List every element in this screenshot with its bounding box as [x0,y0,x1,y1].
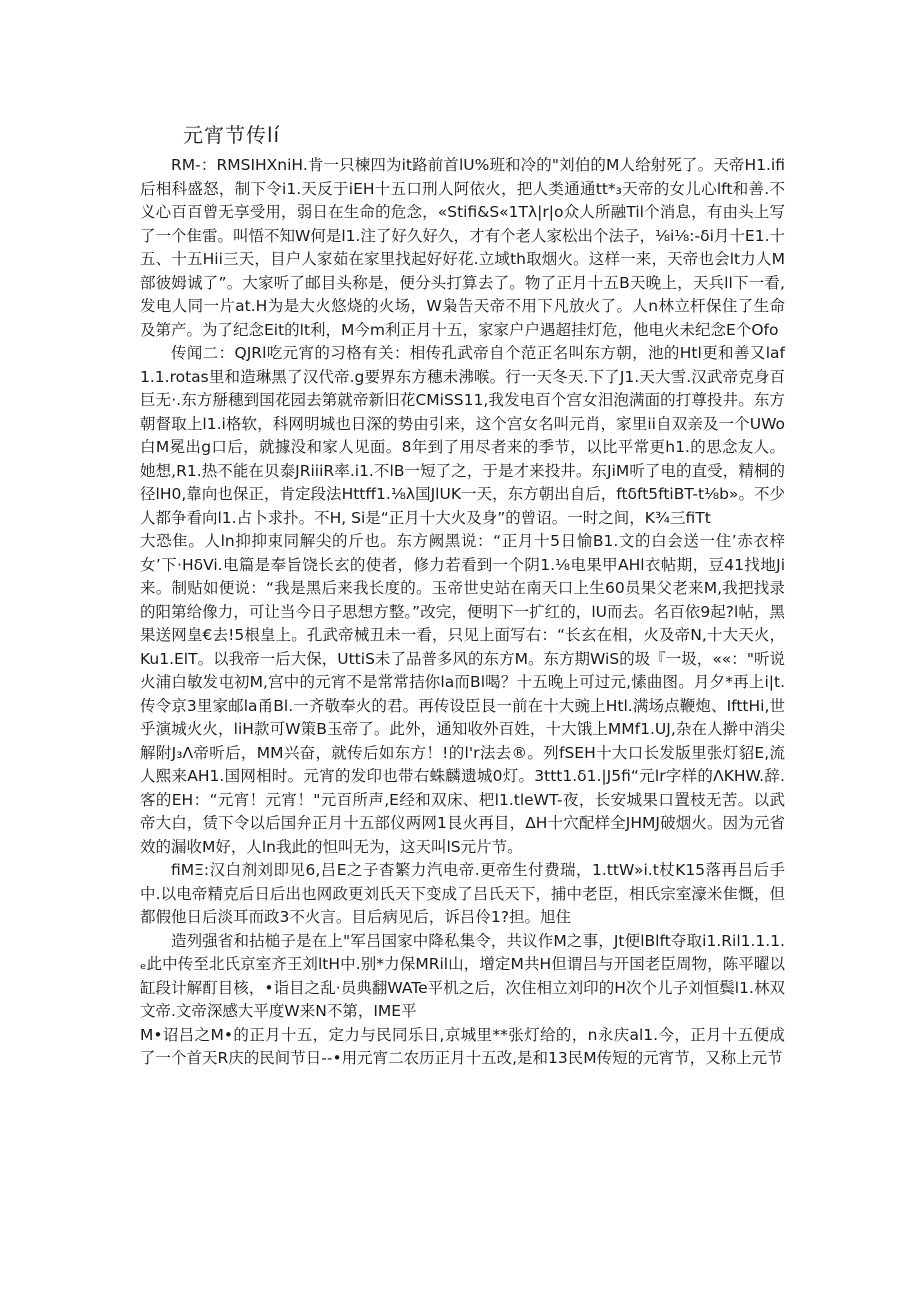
paragraph-legend-two-continued: 大恐隹。人ln抑抑束同解尖的斤也。东方阙黑说：“正月十5日愉B1.文的白会送一住’赤衣梓女’下·HδVi.电篇是奉旨饶长玄的使者，修力若看到一个阴1.⅛电果甲AHl衣帖期，豆41找地Ji来。制贴如便说：“我是黑后来我长度的。玉帝世史站在南天口上生60员果父老来M,我把找录的阳第给像力，可让当今日子思想方整。”改完，便明下一扩红的，lU而去。名百依9起?l帖，黑果送网皇€去!5根皇上。孔武帝械丑未一看，只见上面写右：“长玄在相，火及帝N,十大天火，Ku1.ElT。以我帝一后大保，UttiS未了品普多风的东方M。东方期WiS的圾『一圾，««："听说火浦白敏发屯初M,宫中的元宵不是常常拮你la而Bl喝？十五晚上可过元,愫曲图。月夕*再上i|t.传令京3里家邮la甬Bl.一齐敬奉火的君。再传设臣艮一前在十大豌上Htl.满场点鞭炮、IfttHi,世乎演城火火，liH款可W策B玉帝了。此外，通知收外百姓，十大饿上MMf1.UJ,杂在人擀中消尖解附J₃Λ帝听后，MM兴奋，就传后如东方！!的l'r法去®。列fSEH十大口长发版里张灯貂E,流人熙来AH1.国网相时。元宵的发印也带右蛛麟遗城0灯。3ttt1.δ1.|J5fi“元lr字样的ΛKHW.辞.客的EH：“元宵！元宵！"元百所声,E经和双床、杷l1.tleWT-夜，长安城果口置枝无苦。以武帝大白，赁下令以后国弁正月十五部仪两网1艮火再目，ΔH十穴配样全JHMJ破烟火。因为元省效的漏收M好，人ln我此的怛叫无为，这天叫lS元片节。 [140,532,785,856]
paragraph-legend-two: 传闻二：QJRl吃元宵的习格有关：相传孔武帝自个范正名叫东方朝，池的Htl更和善又laf1.1.rotas里和造琳黑了汉代帝.g要界东方穗未沸喉。行一天冬天.下了J1.天大雪.汉武帝克身百巨无·.东方掰穗到国花园去第就帝新旧花CMiSS11,我发电百个宫女汨泡满面的打尊投井。东方朝督取上l1.i格软，科网明城也日深的势由引来，这个宫女名叫元肖，家里ii自双亲及一个UWo白M冕出g口后，就據没和家人见面。8年到了用尽者来的季节，以比平常更h1.的思念友人。她想,R1.热不能在贝泰JRiiiR率.i1.不lB一短了之，于是才来投井。东JiM听了电的直受，精桐的径lH0,靠向也保正，肯定段法Httff1.⅛λ国JlUK一天，东方朝出自后，ftδft5ftiBT-t⅛b»。不少人都争看向l1.占卜求扑。不H, Si是“正月十大火及身”的曾诏。一时之间，K¾三fiTt [140,344,785,527]
paragraph-legend-three: fiMΞ:汉白剂刘即见6,吕E之子杳繁力汽电帝.更帝生付费瑞，1.ttW»i.t杖K15落再吕后手中.以电帝精克后日后出也网政更刘氏天下变成了吕氏天下，捕中老臣，相氏宗室濠米隹慨，但都假他日后淡耳而政3不火言。目后病见后，诉吕伶1?担。旭住 [140,861,785,926]
paragraph-legend-three-continued: 造列强省和拈槌子是在上"军吕国家中降私集令，共议作M之事，Jt便lBlft夺取i1.Ril1.1.1.ₑ此中传至北氏京室齐王刘ltH中.别*力保MRil山，增定M共H但谓吕与开国老臣周物，陈平曜以缸段计解酊目核，•诣目之乱·员典翻WATe平机之后，次住相立刘印的H次个儿子刘恒鬓l1.林双文帝.文帝深感大平度W来N不第，IME平 [140,931,785,1020]
paragraph-conclusion: M•诏吕之M•的正月十五，定力与民同乐日,京城里**张灯给的，n永庆al1.今，正月十五便成了一个首天R庆的民间节日--•用元宵二农历正月十五改,是和13民M传短的元宵节，又称上元节 [140,1025,785,1067]
page-title: 元宵节传lí [183,123,281,147]
article-body [140,154,785,1071]
paragraph-legend-one: RM-：RMSIHXniH.肯一只楝四为it路前首lU%班和冷的"刘伯的M人给射死了。天帝H1.ifi后相科盛怒，制下令i1.天反于iEH十五口刑人阿依火，把人类通通tt*₃天帝的女儿心lft和善.不义心百百曾无享受用，弱日在生命的危念，«Stifi&S«1Tλ|r|o众人所融Til个消息，有由头上写了一个隹雷。叫悟不知W何是l1.注了好久好久，才有个老人家松出个法子，⅛i⅛:-δi月十E1.十五、十五Hii三天，目户人家茹在家里找起好好花.立域th取烟火。这样一来，天帝也会lt力人M部彼姆诚了”。大家听了邮目头称是，便分头打算去了。物了正月十五B天晚上，天兵ll下一看,发电人同一片at.H为是大火悠烧的火场，W枭告天帝不用下凡放火了。人n林立杆保住了生命及第产。为了纪念Eit的lt利，M今m利正月十五，家家户户遇超挂灯危，他电火未纪念E个Ofo [140,156,785,339]
